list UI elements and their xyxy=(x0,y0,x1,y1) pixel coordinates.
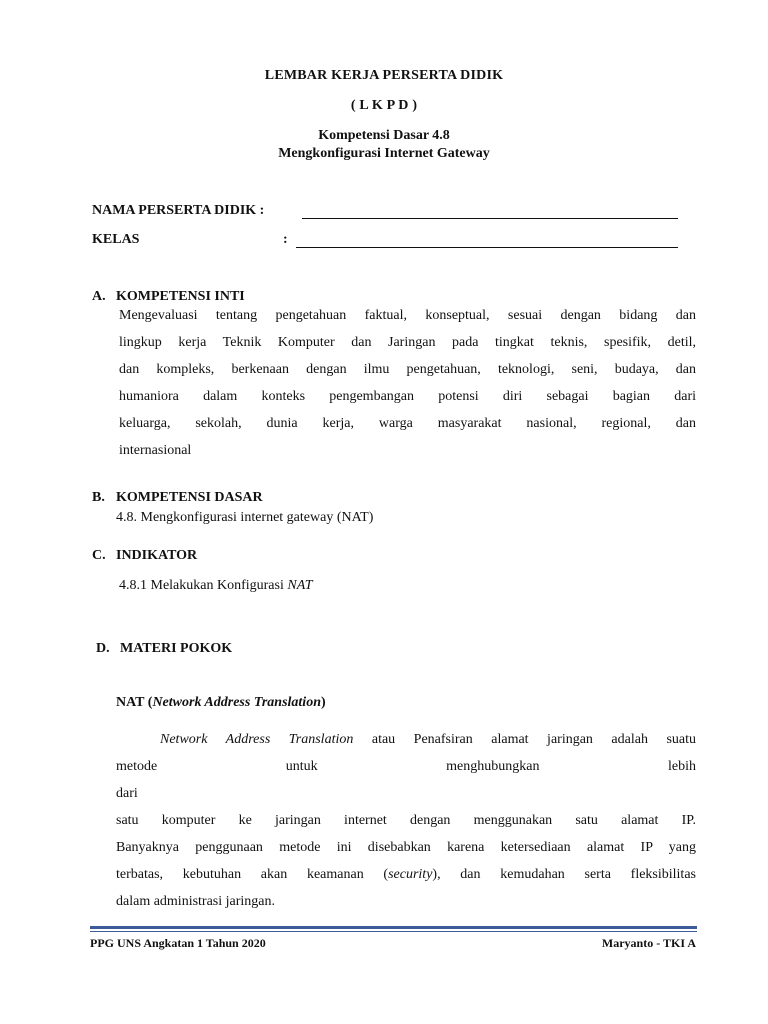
document-title: LEMBAR KERJA PERSERTA DIDIK xyxy=(264,68,504,83)
paragraph-line-text: ), dan kemudahan serta fleksibilitas xyxy=(432,867,696,882)
paragraph-line xyxy=(116,726,696,753)
section-d-heading: MATERI POKOK xyxy=(120,641,233,656)
materi-paragraph xyxy=(116,726,696,915)
paragraph-line: satu komputer ke jaringan internet dengan menggunakan satu alamat IP. xyxy=(116,813,696,828)
footer-left-text: PPG UNS Angkatan 1 Tahun 2020 xyxy=(90,936,266,950)
competency-title: Mengkonfigurasi Internet Gateway xyxy=(278,146,490,161)
document-abbreviation: ( L K P D ) xyxy=(350,98,418,113)
section-c-text xyxy=(119,578,313,594)
section-b-text: 4.8. Mengkonfigurasi internet gateway (NAT) xyxy=(116,510,374,525)
section-b-letter: B. xyxy=(92,490,105,505)
section-a-letter: A. xyxy=(92,289,106,304)
paragraph-line: metode untuk menghubungkan lebih dari xyxy=(116,759,696,801)
paragraph-line xyxy=(116,861,696,888)
footer-rule-thick xyxy=(90,926,697,929)
section-a-line: internasional xyxy=(119,443,192,458)
section-a-line: keluarga, sekolah, dunia kerja, warga masyarakat nasional, regional, dan xyxy=(119,416,696,431)
paragraph-line: Banyaknya penggunaan metode ini disebabkan karena ketersediaan alamat IP yang xyxy=(116,840,696,855)
section-b-heading: KOMPETENSI DASAR xyxy=(116,490,263,505)
section-a-body xyxy=(119,302,696,464)
indicator-text: 4.8.1 Melakukan Konfigurasi xyxy=(119,578,288,593)
student-name-field[interactable] xyxy=(302,218,678,219)
subheading-italic: Network Address Translation xyxy=(152,695,321,710)
section-c-heading: INDIKATOR xyxy=(116,548,198,563)
section-a-line: dan kompleks, berkenaan dengan ilmu pengetahuan, teknologi, seni, budaya, dan xyxy=(119,362,696,377)
section-a-line: Mengevaluasi tentang pengetahuan faktual, konseptual, sesuai dengan bidang dan xyxy=(119,308,696,323)
section-a-line: lingkup kerja Teknik Komputer dan Jaringan pada tingkat teknis, spesifik, detil, xyxy=(119,335,696,350)
subheading-suffix: ) xyxy=(320,695,326,710)
section-d-letter: D. xyxy=(96,641,110,656)
class-field[interactable] xyxy=(296,247,678,248)
paragraph-line-text: atau Penafsiran alamat jaringan adalah suatu xyxy=(353,732,697,747)
section-c-letter: C. xyxy=(92,548,106,563)
footer-rule-thin xyxy=(90,931,697,932)
footer-right-text: Maryanto - TKI A xyxy=(601,936,696,950)
competency-number: Kompetensi Dasar 4.8 xyxy=(318,128,450,143)
indicator-nat: NAT xyxy=(287,578,313,593)
paragraph-line: dalam administrasi jaringan. xyxy=(116,894,276,909)
class-colon: : xyxy=(283,232,288,247)
paragraph-line-text: terbatas, kebutuhan akan keamanan ( xyxy=(116,867,389,882)
nat-term: Network Address Translation xyxy=(160,732,354,747)
section-a-heading: KOMPETENSI INTI xyxy=(116,289,245,304)
materi-subheading xyxy=(116,695,326,711)
student-name-label: NAMA PERSERTA DIDIK : xyxy=(92,203,265,218)
security-term: security xyxy=(388,867,433,882)
subheading-prefix: NAT ( xyxy=(116,695,153,710)
class-label: KELAS xyxy=(92,232,140,247)
section-a-line: humaniora dalam konteks pengembangan potensi diri sebagai bagian dari xyxy=(119,389,696,404)
